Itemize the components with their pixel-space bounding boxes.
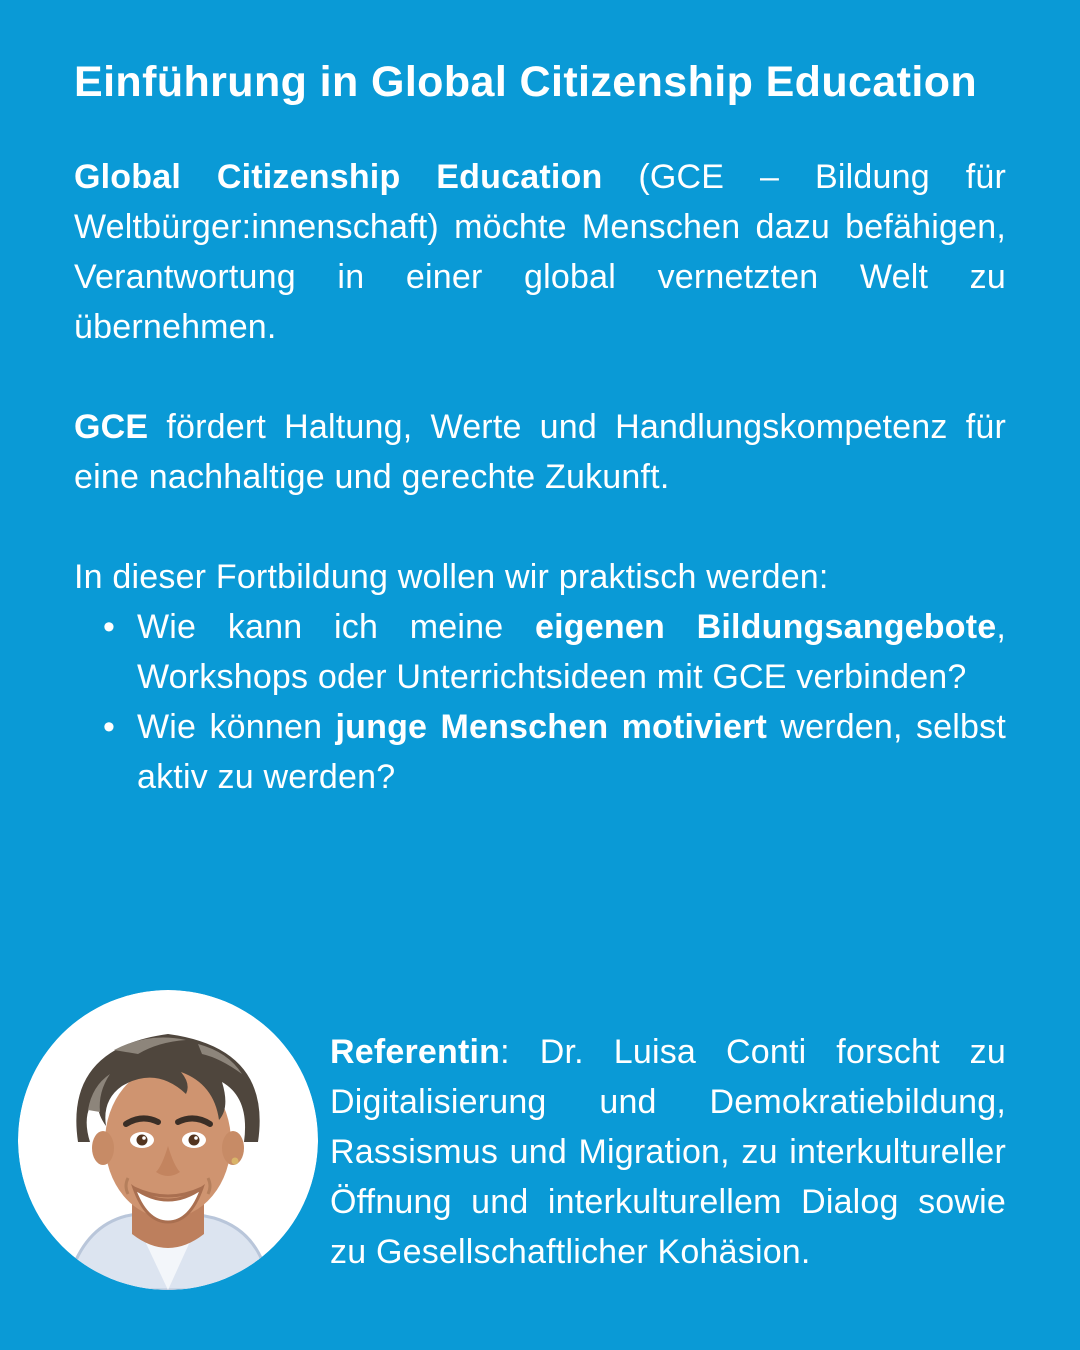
speaker-bio-body: : Dr. Luisa Conti forscht zu Digitalisierung und Demokratiebildung, Rassismus und Migration, zu interkultureller Öffnung und interkulturellem Dialog sowie zu Gesellschaftlicher Kohäsion. — [330, 1033, 1006, 1271]
list-item-pre: Wie können — [137, 708, 336, 746]
bullet-icon: • — [103, 608, 116, 646]
intro-paragraph-body: (GCE – Bildung für Weltbürger:innenschaft) möchte Menschen dazu befähigen, Verantwortung in einer global vernetzten Welt zu übernehmen. — [74, 158, 1006, 346]
list-item-pre: Wie kann ich meine — [137, 608, 536, 646]
gce-paragraph-body: fördert Haltung, Werte und Handlungskompetenz für eine nachhaltige und gerechte Zukunft. — [74, 408, 1006, 496]
list-item-bold: eigenen Bildungsangebote — [535, 608, 997, 646]
list-item — [74, 702, 1006, 802]
intro-paragraph — [74, 152, 1006, 352]
intro-paragraph-lead: Global Citizenship Education — [74, 158, 603, 196]
question-list — [74, 602, 1006, 802]
list-item-post: werden, selbst aktiv zu werden? — [137, 708, 1006, 796]
list-intro: In dieser Fortbildung wollen wir praktisch werden: — [74, 558, 829, 596]
speaker-label: Referentin — [330, 1033, 501, 1071]
main-content — [74, 56, 1006, 802]
gce-paragraph-lead: GCE — [74, 408, 149, 446]
list-item-bold: junge Menschen motiviert — [335, 708, 768, 746]
list-item-post: , Workshops oder Unterrichtsideen mit GCE verbinden? — [137, 608, 1007, 696]
gce-paragraph — [74, 402, 1006, 502]
portrait-illustration — [18, 990, 318, 1290]
bullet-icon: • — [103, 708, 116, 746]
page-title: Einführung in Global Citizenship Education — [74, 58, 978, 106]
speaker-photo — [18, 990, 318, 1290]
speaker-bio — [330, 1027, 1006, 1277]
list-item — [74, 602, 1006, 702]
